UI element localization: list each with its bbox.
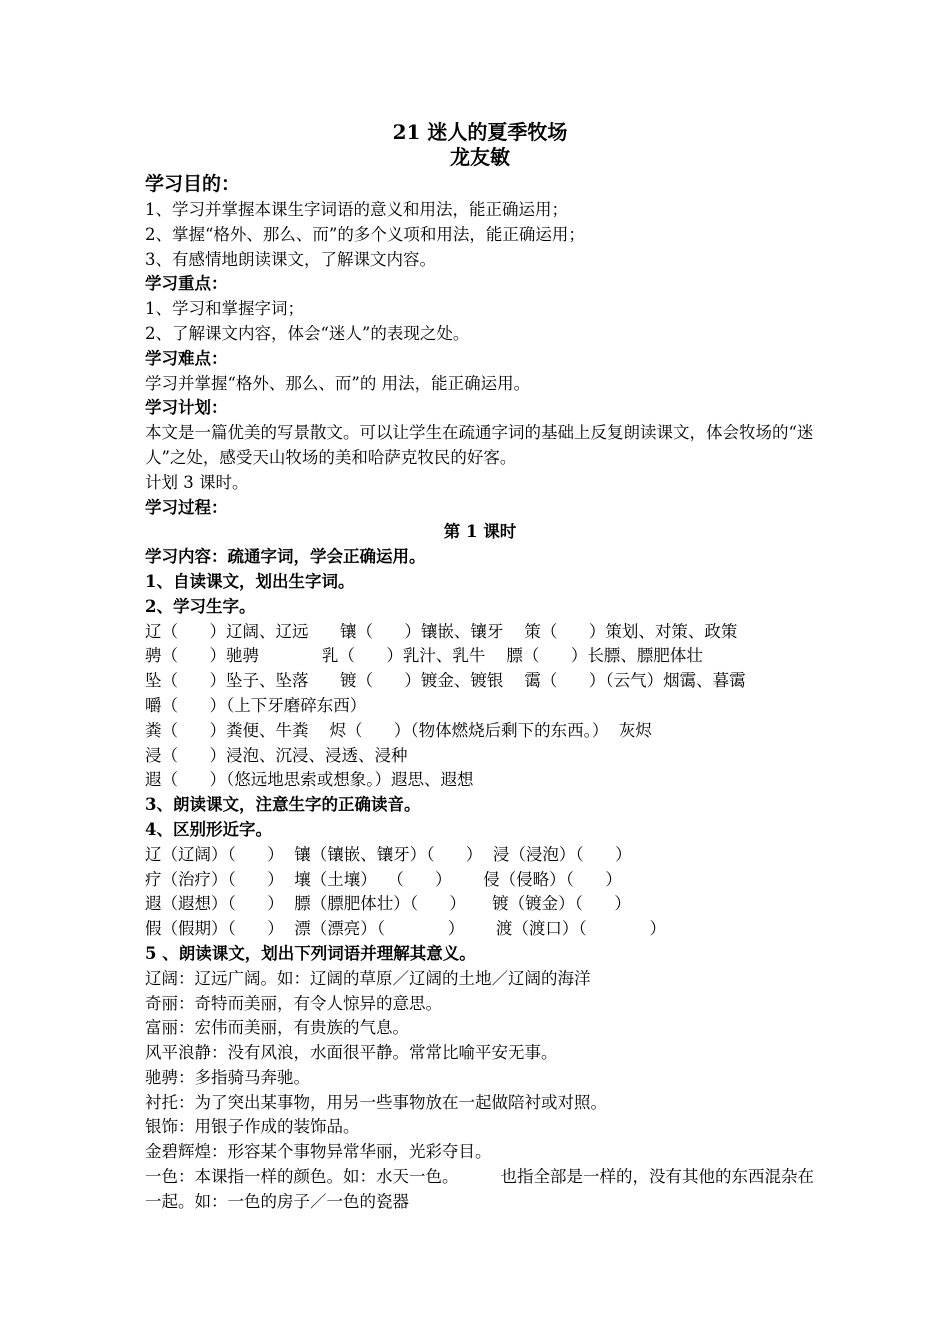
char-row: 粪（ ）粪便、牛粪 烬（ ）（物体燃烧后剩下的东西。） 灰烬	[145, 720, 652, 740]
focus-item: 1、学习和掌握字词；	[145, 299, 304, 319]
char-row: 骋（ ）驰骋 乳（ ）乳汁、乳牛 膘（ ）长膘、膘肥体壮	[145, 646, 703, 666]
process-heading: 学习过程：	[145, 497, 228, 517]
vocab-item: 银饰：用银子作成的装饰品。	[145, 1117, 360, 1137]
char-row: 坠（ ）坠子、坠落 镀（ ）镀金、镀银 霭（ ）（云气）烟霭、暮霭	[145, 671, 746, 691]
lesson-heading: 第 1 课时	[443, 522, 517, 542]
vocab-item: 风平浪静：没有风浪，水面很平静。常常比喻平安无事。	[145, 1043, 558, 1063]
similar-row: 遐（遐想）（ ） 膘（膘肥体壮）（ ） 镀（镀金）（ ）	[145, 894, 631, 914]
vocab-item: 辽阔：辽远广阔。如：辽阔的草原／辽阔的土地／辽阔的海洋	[145, 968, 591, 988]
objective-item: 2、掌握“格外、那么、而”的多个义项和用法，能正确运用；	[145, 224, 585, 244]
difficulty-heading: 学习难点：	[145, 348, 228, 368]
vocab-item: 金碧辉煌：形容某个事物异常华丽，光彩夺目。	[145, 1142, 492, 1162]
vocab-item: 一色：本课指一样的颜色。如：水天一色。 也指全部是一样的，没有其他的东西混杂在一起。如：一色的房子／一色的瓷器	[145, 1167, 814, 1211]
objective-item: 1、学习并掌握本课生字词语的意义和用法，能正确运用；	[145, 200, 568, 219]
step-heading: 3、朗读课文，注意生字的正确读音。	[145, 795, 421, 815]
step-heading: 2、学习生字。	[145, 596, 256, 616]
plan-hours: 计划 3 课时。	[145, 472, 249, 492]
plan-text: 本文是一篇优美的写景散文。可以让学生在疏通字词的基础上反复朗读课文，体会牧场的“迷人”之处，感受天山牧场的美和哈萨克牧民的好客。	[145, 423, 814, 467]
doc-title: 21 迷人的夏季牧场	[392, 120, 568, 144]
content-line: 学习内容：疏通字词，学会正确运用。	[145, 547, 426, 567]
char-row: 辽（ ）辽阔、辽远 镶（ ）镶嵌、镶牙 策（ ）策划、对策、政策	[145, 621, 738, 641]
vocab-item: 奇丽：奇特而美丽，有令人惊异的意思。	[145, 993, 442, 1013]
focus-heading: 学习重点：	[145, 274, 228, 294]
char-row: 浸（ ）浸泡、沉浸、浸透、浸种	[145, 745, 408, 765]
char-row: 遐（ ）（悠远地思索或想象。）遐思、遐想	[145, 770, 474, 790]
difficulty-text: 学习并掌握“格外、那么、而”的 用法，能正确运用。	[145, 373, 531, 393]
char-row: 嚼（ ）（上下牙磨碎东西）	[145, 695, 367, 715]
step-heading: 4、区别形近字。	[145, 819, 272, 839]
focus-item: 2、了解课文内容，体会“迷人”的表现之处。	[145, 323, 470, 343]
document-page	[145, 120, 815, 1215]
step-heading: 1、自读课文，划出生字词。	[145, 571, 355, 591]
vocab-item: 富丽：宏伟而美丽，有贵族的气息。	[145, 1018, 409, 1038]
vocab-item: 驰骋：多指骑马奔驰。	[145, 1067, 310, 1087]
plan-heading: 学习计划：	[145, 398, 228, 418]
similar-row: 辽（辽阔）（ ） 镶（镶嵌、镶牙）（ ） 浸（浸泡）（ ）	[145, 844, 632, 864]
doc-author: 龙友敏	[450, 145, 510, 169]
similar-row: 疗（治疗）（ ） 壤（土壤） （ ） 侵（侵略）（ ）	[145, 869, 622, 889]
objectives-heading: 学习目的：	[145, 173, 241, 195]
step-heading: 5 、朗读课文，划出下列词语并理解其意义。	[145, 943, 476, 963]
vocab-item: 衬托：为了突出某事物，用另一些事物放在一起做陪衬或对照。	[145, 1092, 607, 1112]
objective-item: 3、有感情地朗读课文，了解课文内容。	[145, 249, 436, 269]
similar-row: 假（假期）（ ） 漂（漂亮）（ ） 渡（渡口）（ ）	[145, 919, 667, 939]
